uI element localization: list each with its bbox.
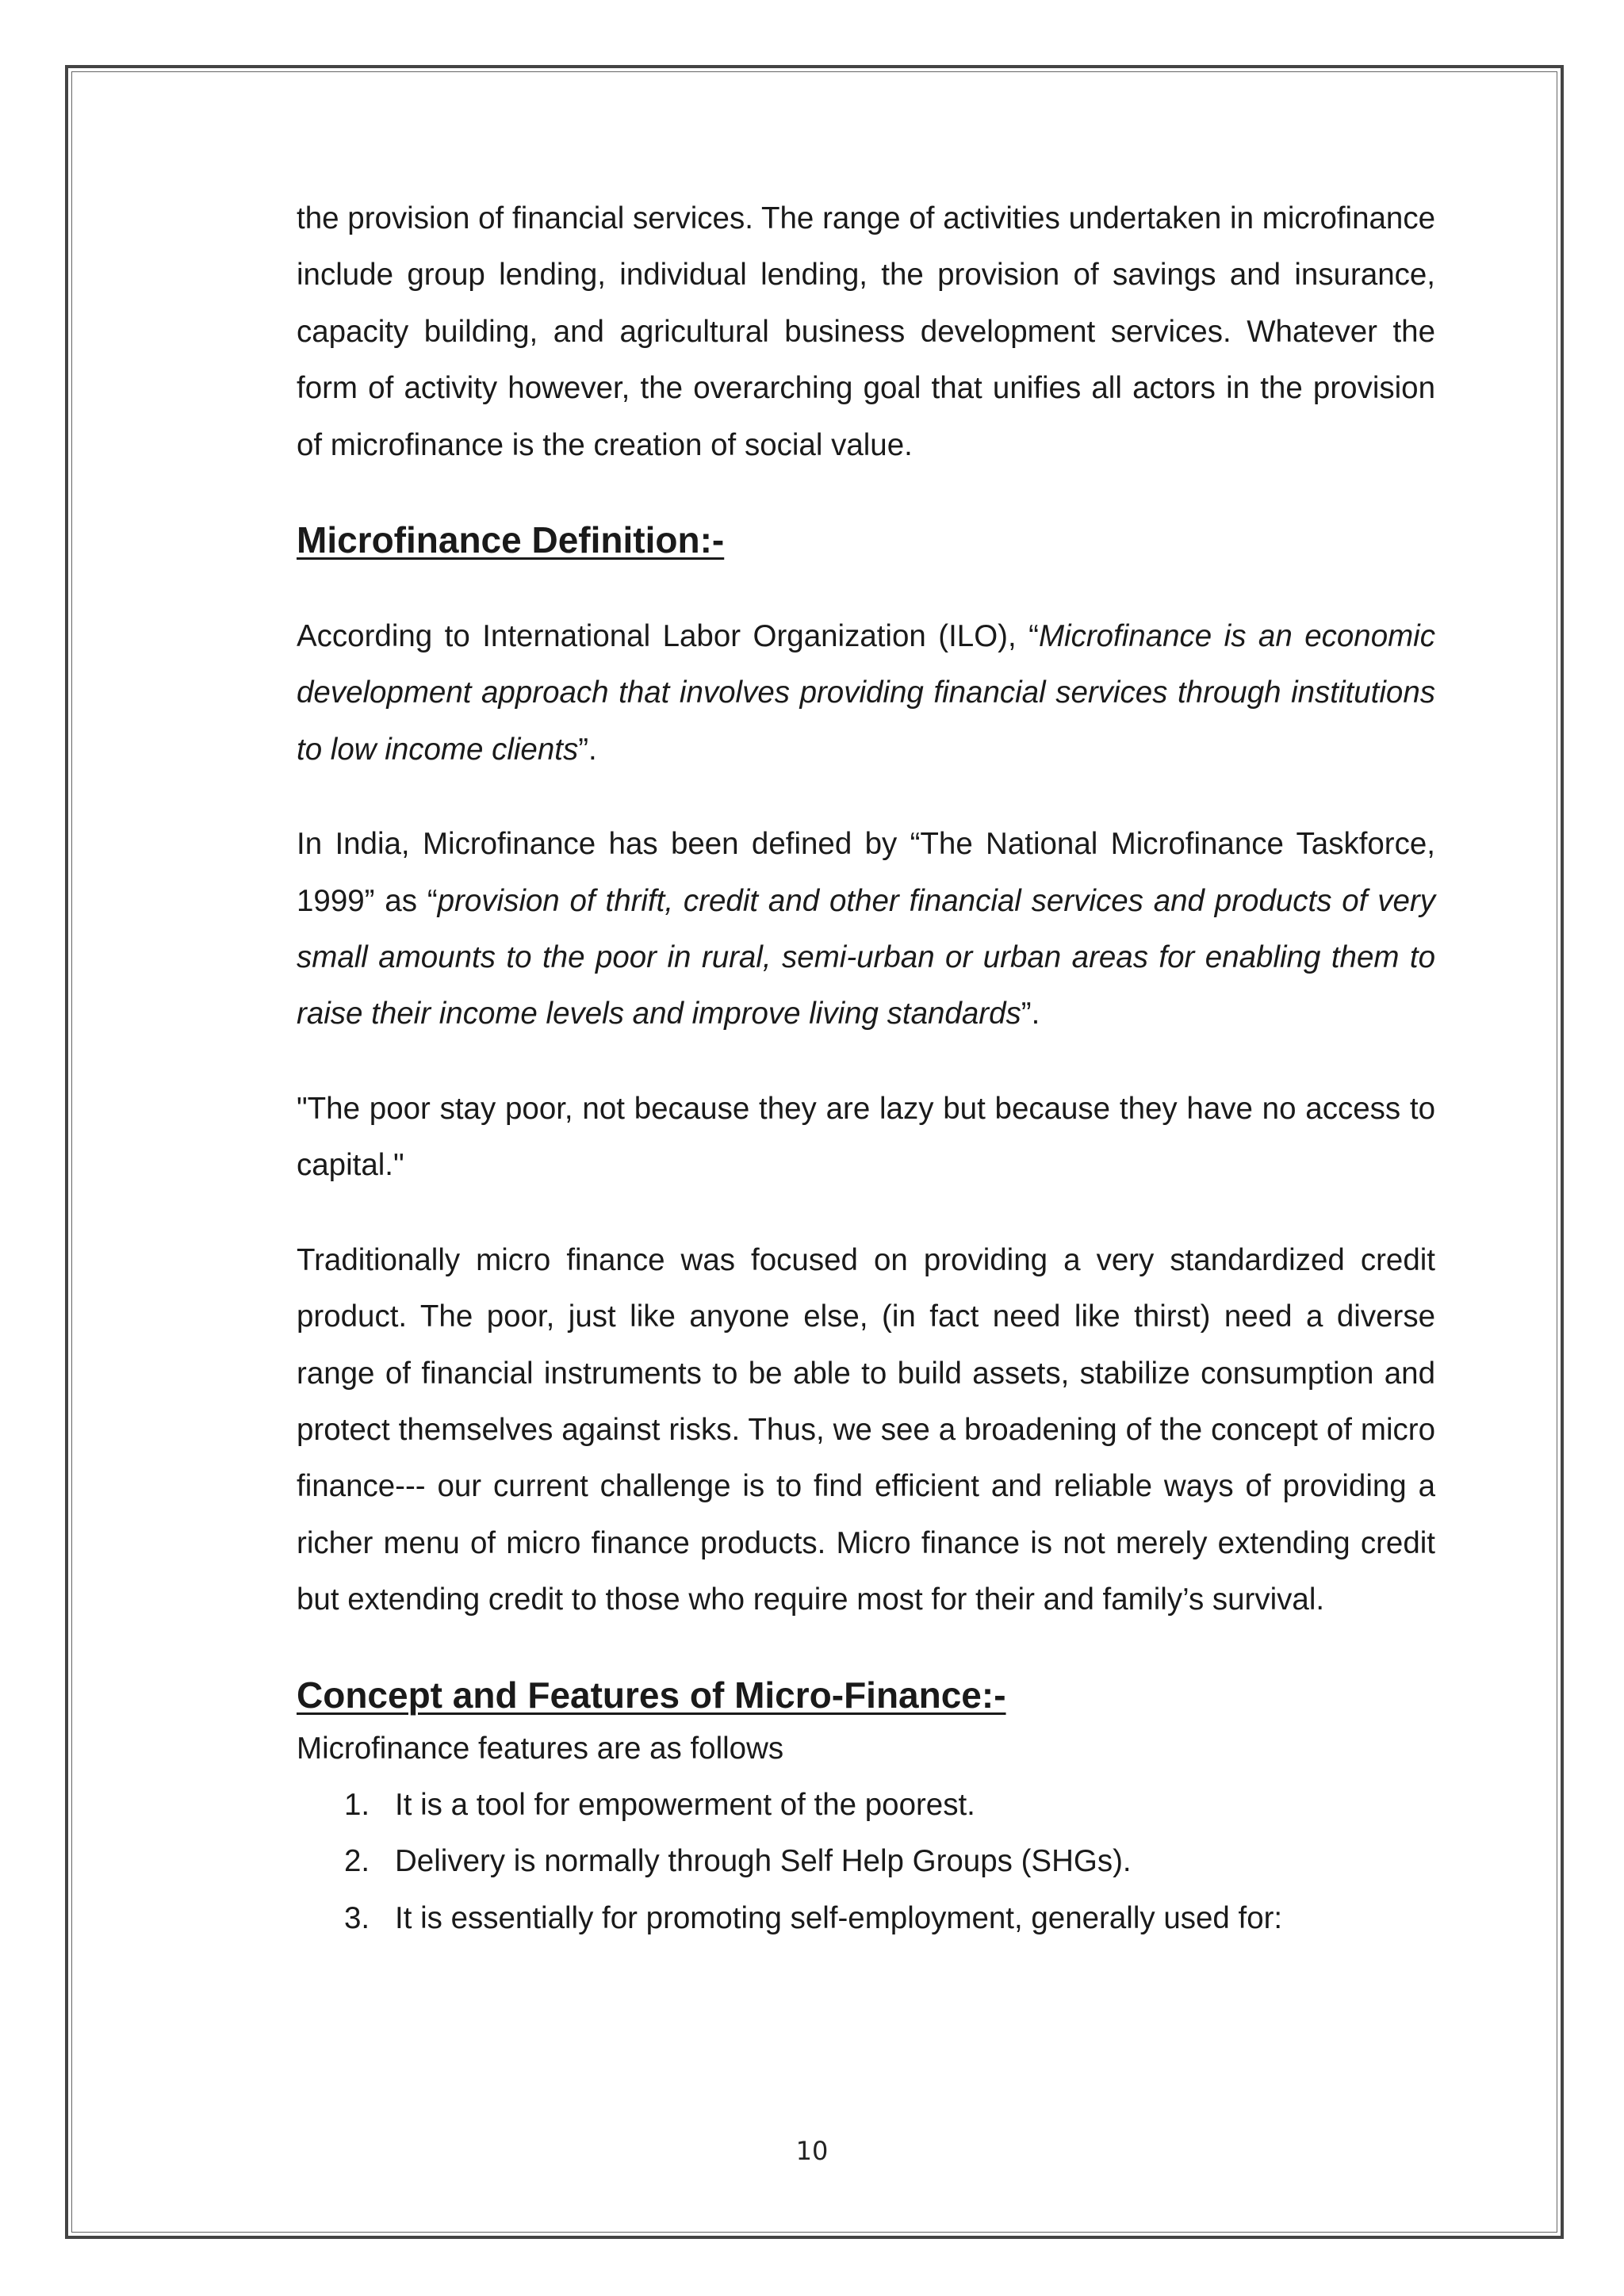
list-item-number: 2. xyxy=(344,1844,370,1879)
traditional-paragraph: Traditionally micro finance was focused on providing a very standardized credit product. The poor, just like anyone else, (in fact need like thirst) need a diverse range of financial instruments to be able to build assets, stabilize consumption and protect themselves against risks. Thus, we see a broadening of the concept of micro finance--- our current challenge is to find efficient and reliable ways of providing a richer menu of micro finance products. Micro finance is not merely extending credit but extending credit to those who require most for their and family’s survival. xyxy=(297,1242,1435,1617)
features-intro: Microfinance features are as follows xyxy=(297,1731,784,1766)
list-item-text: It is a tool for empowerment of the poorest. xyxy=(395,1787,975,1822)
concept-heading: Concept and Features of Micro-Finance:- xyxy=(297,1674,1006,1716)
list-item xyxy=(297,1890,1435,1946)
intro-paragraph: the provision of financial services. The range of activities undertaken in microfinance include group lending, individual lending, the provision of savings and insurance, capacity building, and agricultural business development services. Whatever the form of activity however, the overarching goal that unifies all actors in the provision of microfinance is the creation of social value. xyxy=(297,201,1435,462)
list-item-text: It is essentially for promoting self-employment, generally used for: xyxy=(395,1900,1283,1935)
india-quote: provision of thrift, credit and other financial services and products of very small amounts to the poor in rural, semi-urban or urban areas for enabling them to raise their income levels and improve living standards xyxy=(297,883,1435,1031)
ilo-suffix: ”. xyxy=(578,732,597,767)
poor-quote-paragraph: "The poor stay poor, not because they are lazy but because they have no access to capital." xyxy=(297,1091,1435,1183)
list-item-number: 3. xyxy=(344,1900,370,1935)
list-item xyxy=(297,1833,1435,1889)
list-item-text: Delivery is normally through Self Help Groups (SHGs). xyxy=(395,1844,1132,1879)
list-item xyxy=(297,1777,1435,1833)
ilo-definition-paragraph xyxy=(297,608,1435,778)
india-suffix: ”. xyxy=(1021,997,1040,1031)
india-definition-paragraph xyxy=(297,816,1435,1043)
list-item-number: 1. xyxy=(344,1787,370,1822)
ilo-prefix: According to International Labor Organization (ILO), “ xyxy=(297,619,1039,654)
india-prefix: In India, Microfinance has been defined by “The National Microfinance Taskforce, 1999” as “ xyxy=(297,827,1435,918)
ilo-quote: Microfinance is an economic development approach that involves providing financial services through institutions to low income clients xyxy=(297,619,1435,767)
features-list xyxy=(297,1777,1435,1946)
page-content xyxy=(297,190,1435,1946)
page-number: 10 xyxy=(795,2136,829,2166)
definition-heading: Microfinance Definition:- xyxy=(297,519,725,561)
